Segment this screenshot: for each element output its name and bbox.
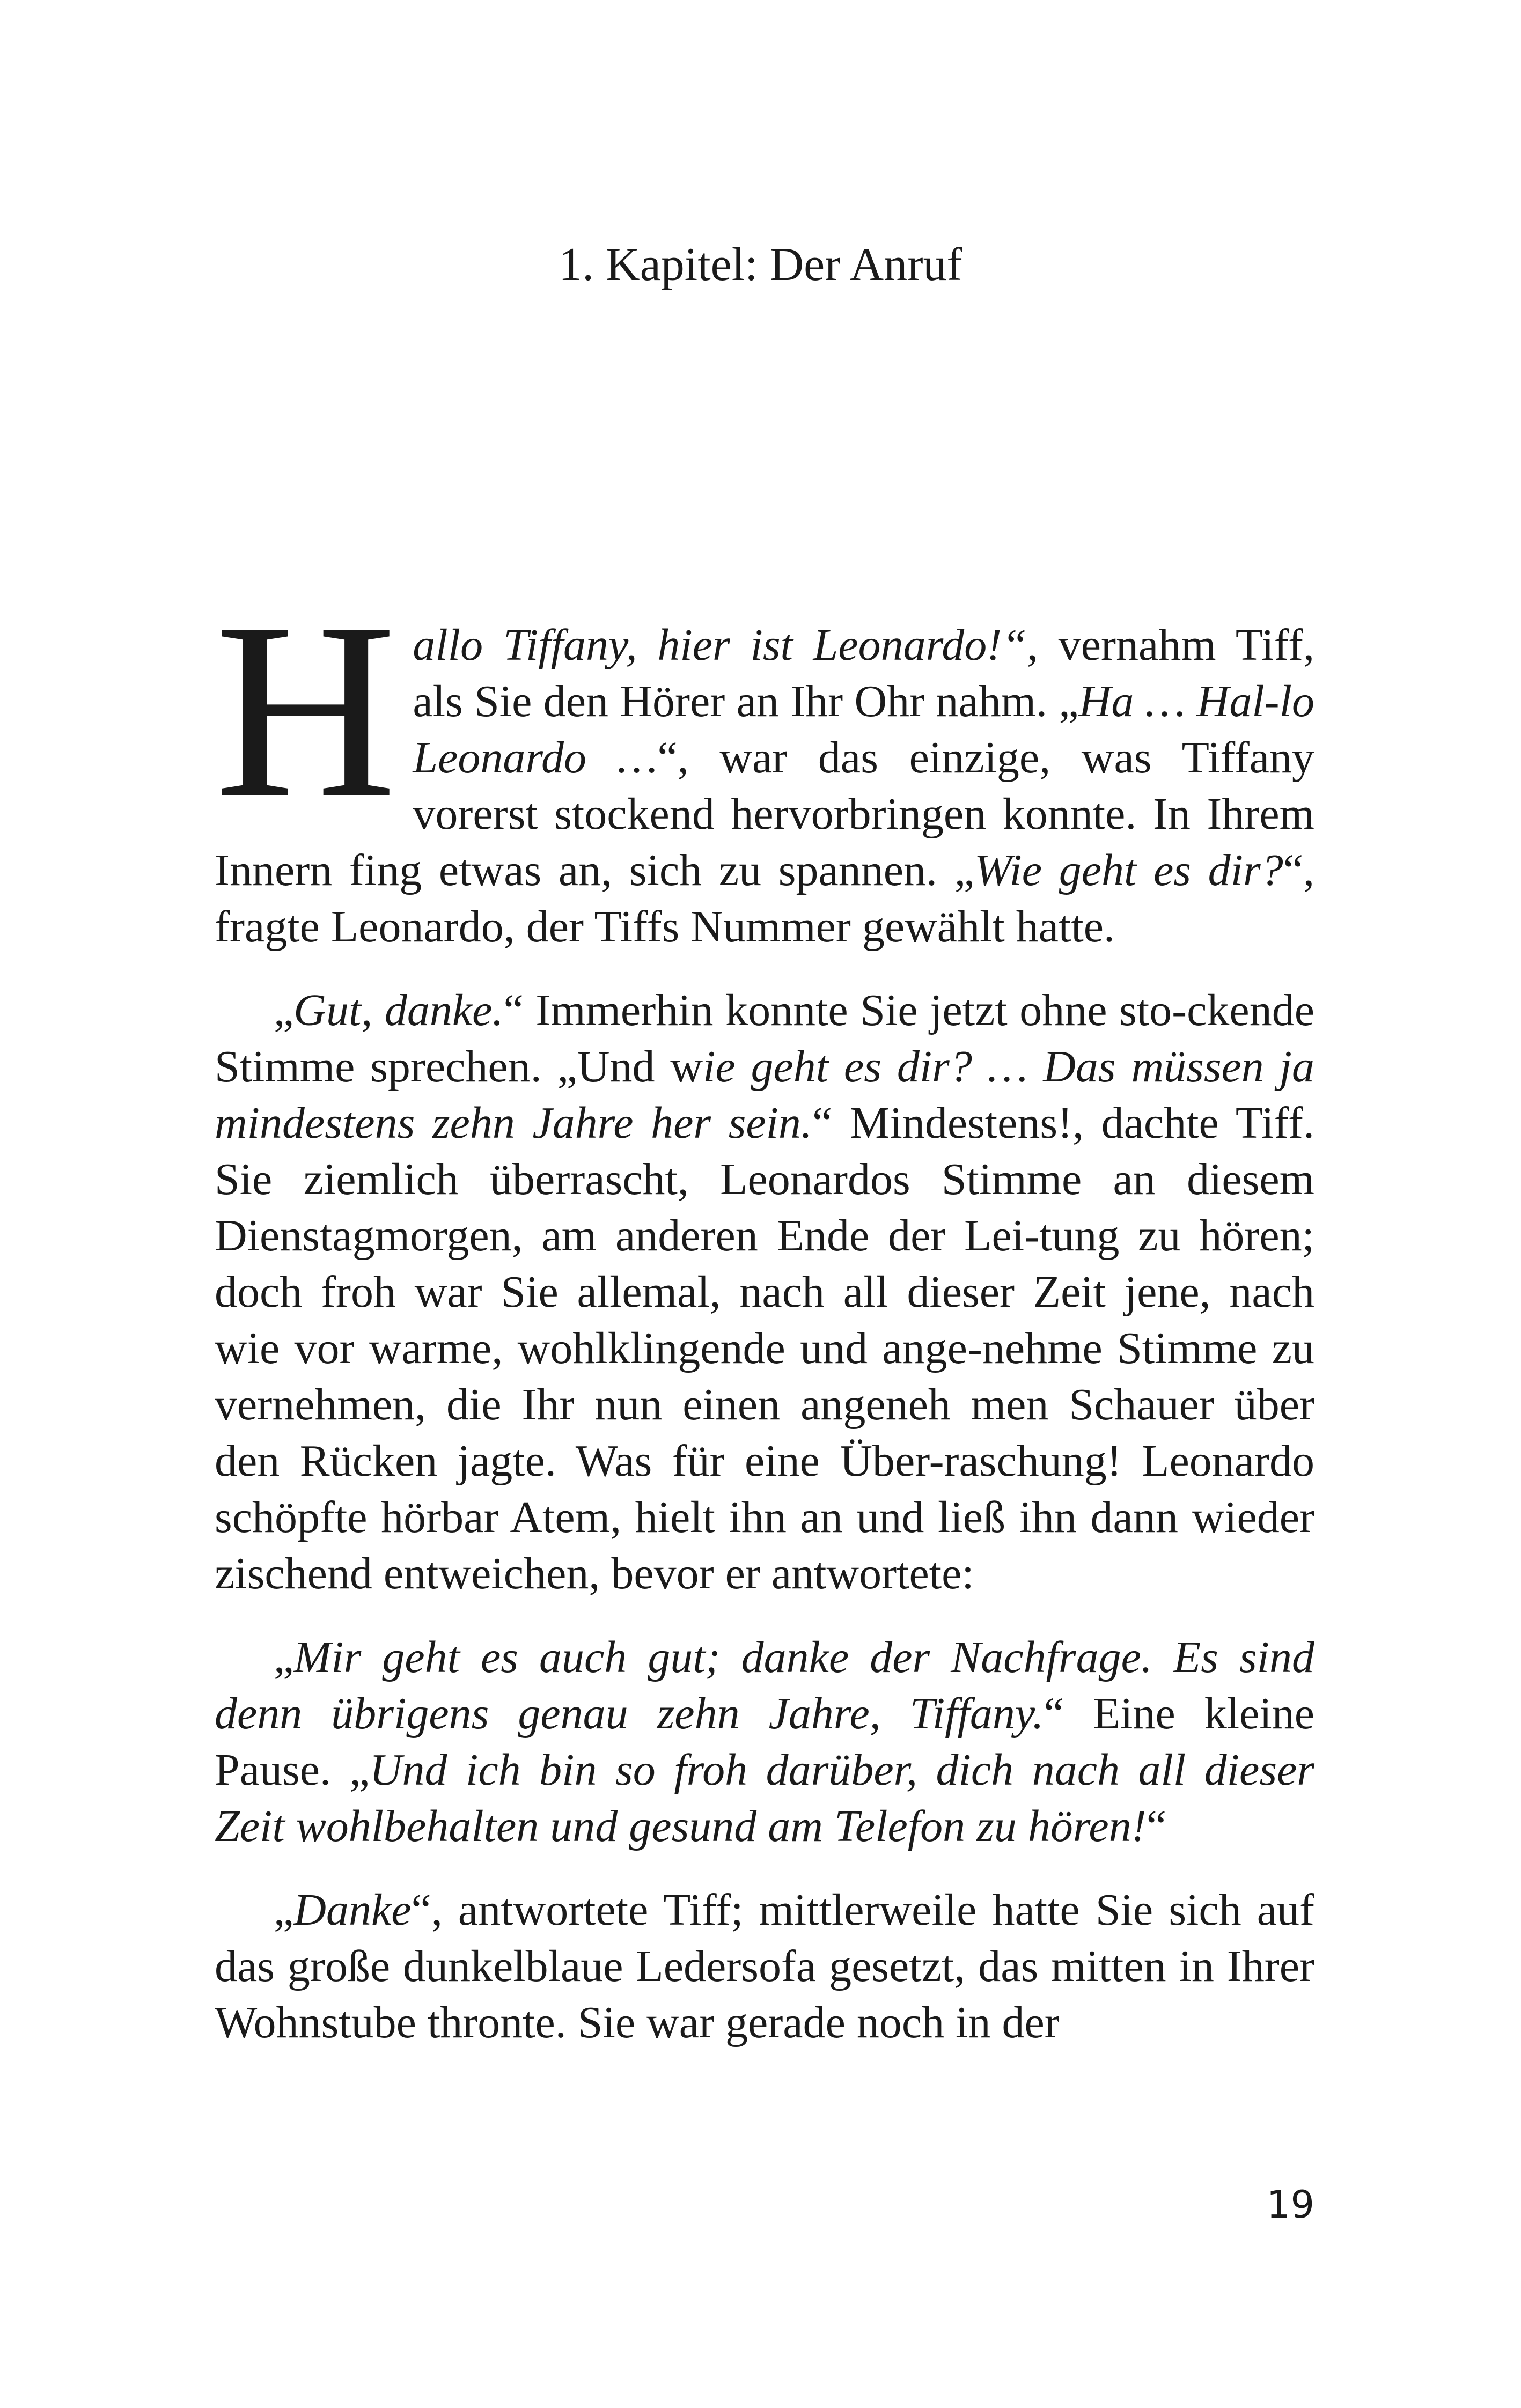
text-segment: “ [1146,1801,1166,1851]
text-segment: “, fragte Leonardo, der Tiffs Nummer gewählt hatte. [215,845,1314,952]
drop-cap: H [215,570,397,850]
text-segment-italic: Und ich bin so froh darüber, dich nach all dieser Zeit wohlbehalten und gesund am Telefon zu hören! [215,1745,1314,1851]
text-segment-italic: Mir geht es auch gut; danke der Nachfrage. Es sind denn übrigens genau zehn Jahre, Tiffany. [215,1632,1314,1739]
page-number: 19 [1266,2183,1314,2227]
text-segment-italic: Danke [293,1885,412,1935]
text-segment: “, antwortete Tiff; mittlerweile hatte Sie sich auf das große dunkelblaue Ledersofa gesetzt, das mitten in Ihrer Wohnstube thronte. Sie war gerade noch in der [215,1885,1314,2048]
text-segment-italic: allo Tiffany, hier ist Leonardo!“ [413,620,1027,670]
paragraph [215,1629,1314,1854]
text-segment: „ [274,1632,294,1682]
chapter-title: 1. Kapitel: Der Anruf [559,239,962,291]
text-segment: “ Mindestens!, dachte Tiff. Sie ziemlich überrascht, Leonardos Stimme an diesem Dienstagmorgen, am anderen Ende der Lei-tung zu hören; doch froh war Sie allemal, nach all dieser Zeit jene, nach wie vor warme, wohlklingende und ange-nehme Stimme zu vernehmen, die Ihr nun einen angeneh men Schauer über den Rücken jagte. Was für eine Über-raschung! Leonardo schöpfte hörbar Atem, hielt ihn an und ließ ihn dann wieder zischend entweichen, bevor er antwortete: [215,1098,1314,1599]
text-segment: „ [274,1885,294,1935]
body-text [215,570,1314,2051]
text-segment: “ Immerhin konnte Sie jetzt ohne sto-ckende Stimme sprechen. „Und w [215,985,1314,1092]
paragraph [215,1882,1314,2051]
paragraph [215,982,1314,1602]
text-segment: , vernahm Tiff, als Sie den Hörer an Ihr Ohr nahm. „ [413,620,1314,726]
text-segment: “, war das einzige, was Tiffany vorerst stockend hervorbringen konnte. In Ihrem Innern fing etwas an, sich zu spannen. „ [215,733,1314,895]
paragraph [215,570,1314,955]
text-segment: “ Eine kleine Pause. „ [215,1689,1314,1795]
text-segment-italic: Wie geht es dir? [974,845,1283,895]
text-segment: „ [274,985,294,1035]
text-segment-italic: Ha … Hal-lo Leonardo … [413,676,1314,783]
text-segment-italic: ie geht es dir? … Das müssen ja mindestens zehn Jahre her sein. [215,1042,1314,1148]
text-segment-italic: Gut, danke. [293,985,504,1035]
